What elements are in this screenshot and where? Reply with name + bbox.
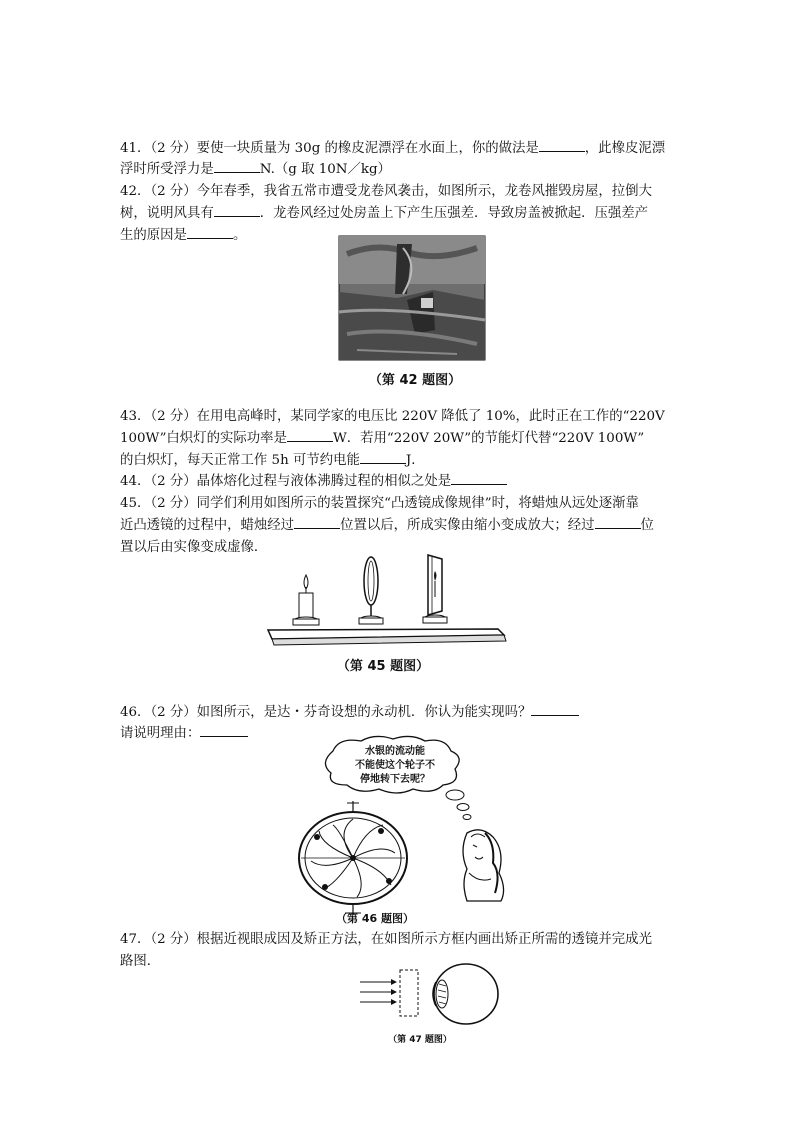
q47-line1: 47．（2 分）根据近视眼成因及矫正方法，在如图所示方框内画出矫正所需的透镜并完成光	[120, 932, 652, 947]
q45-line1: 45．（2 分）同学们利用如图所示的装置探究“凸透镜成像规律”时，将蜡烛从远处逐渐靠	[120, 496, 639, 511]
q41-answer-blank-1[interactable]	[539, 139, 585, 152]
q45-answer-blank-1[interactable]	[294, 516, 340, 529]
tornado-photo	[337, 234, 487, 362]
optical-bench-figure	[262, 553, 510, 648]
q44-line1: 44．（2 分）晶体熔化过程与液体沸腾过程的相似之处是	[120, 472, 507, 492]
q45-line3: 置以后由实像变成虚像．	[120, 540, 268, 555]
candle-icon	[293, 575, 319, 625]
q45-answer-blank-2[interactable]	[595, 516, 641, 529]
q46-line2: 请说明理由：	[120, 724, 248, 744]
q41-answer-blank-2[interactable]	[214, 160, 260, 173]
q42-answer-blank-2[interactable]	[187, 226, 233, 239]
q43-line1: 43．（2 分）在用电高峰时，某同学家的电压比 220V 降低了 10%，此时正在工作的“220V	[120, 409, 665, 424]
q41-line1: 41．（2 分）要使一块质量为 30g 的橡皮泥漂浮在水面上，你的做法是 ，此橡皮泥漂	[120, 141, 666, 156]
screen-icon	[423, 555, 447, 623]
convex-lens-icon	[359, 557, 383, 624]
figure-42-caption: （第 42 题图）	[368, 373, 462, 388]
myopia-eye-figure	[356, 962, 506, 1032]
q43-line2: 100W”白炽灯的实际功率是 W．若用“220V 20W”的节能灯代替“220V 100W”	[120, 431, 645, 446]
q42-line1: 42．（2 分）今年春季，我省五常市遭受龙卷风袭击，如图所示，龙卷风摧毁房屋，拉倒大	[120, 184, 652, 199]
q46-answer-blank-1[interactable]	[531, 703, 579, 716]
q41-line2: 浮时所受浮力是 N.（g 取 10N／kg）	[120, 162, 391, 177]
q42-answer-blank-1[interactable]	[214, 204, 260, 217]
q42-line2: 树，说明风具有 ．龙卷风经过处房盖上下产生压强差．导致房盖被掀起．压强差产	[120, 206, 649, 221]
eye-icon	[433, 964, 498, 1024]
thinker-icon	[463, 830, 504, 901]
q44-answer-blank[interactable]	[451, 472, 507, 485]
q43-line3: 的白炽灯，每天正常工作 5h 可节约电能 J．	[120, 453, 425, 468]
wheel-icon	[299, 801, 407, 915]
thought-bubble-text: 水银的流动能 不能使这个轮子不 停地转下去呢？	[355, 746, 435, 785]
q42-line3: 生的原因是 。	[120, 228, 247, 243]
q43-answer-blank-2[interactable]	[360, 451, 406, 464]
q46-answer-blank-2[interactable]	[200, 724, 248, 737]
figure-47-caption: （第 47 题图）	[388, 1035, 452, 1045]
q47-line2: 路图．	[120, 954, 161, 969]
q43-answer-blank-1[interactable]	[287, 429, 333, 442]
figure-46-caption: （第 46 题图）	[336, 912, 414, 925]
figure-45-caption: （第 45 题图）	[336, 659, 430, 674]
q46-line1: 46．（2 分）如图所示，是达・芬奇设想的永动机．你认为能实现吗？	[120, 703, 579, 723]
q45-line2: 近凸透镜的过程中，蜡烛经过 位置以后，所成实像由缩小变成放大；经过 位	[120, 518, 654, 533]
